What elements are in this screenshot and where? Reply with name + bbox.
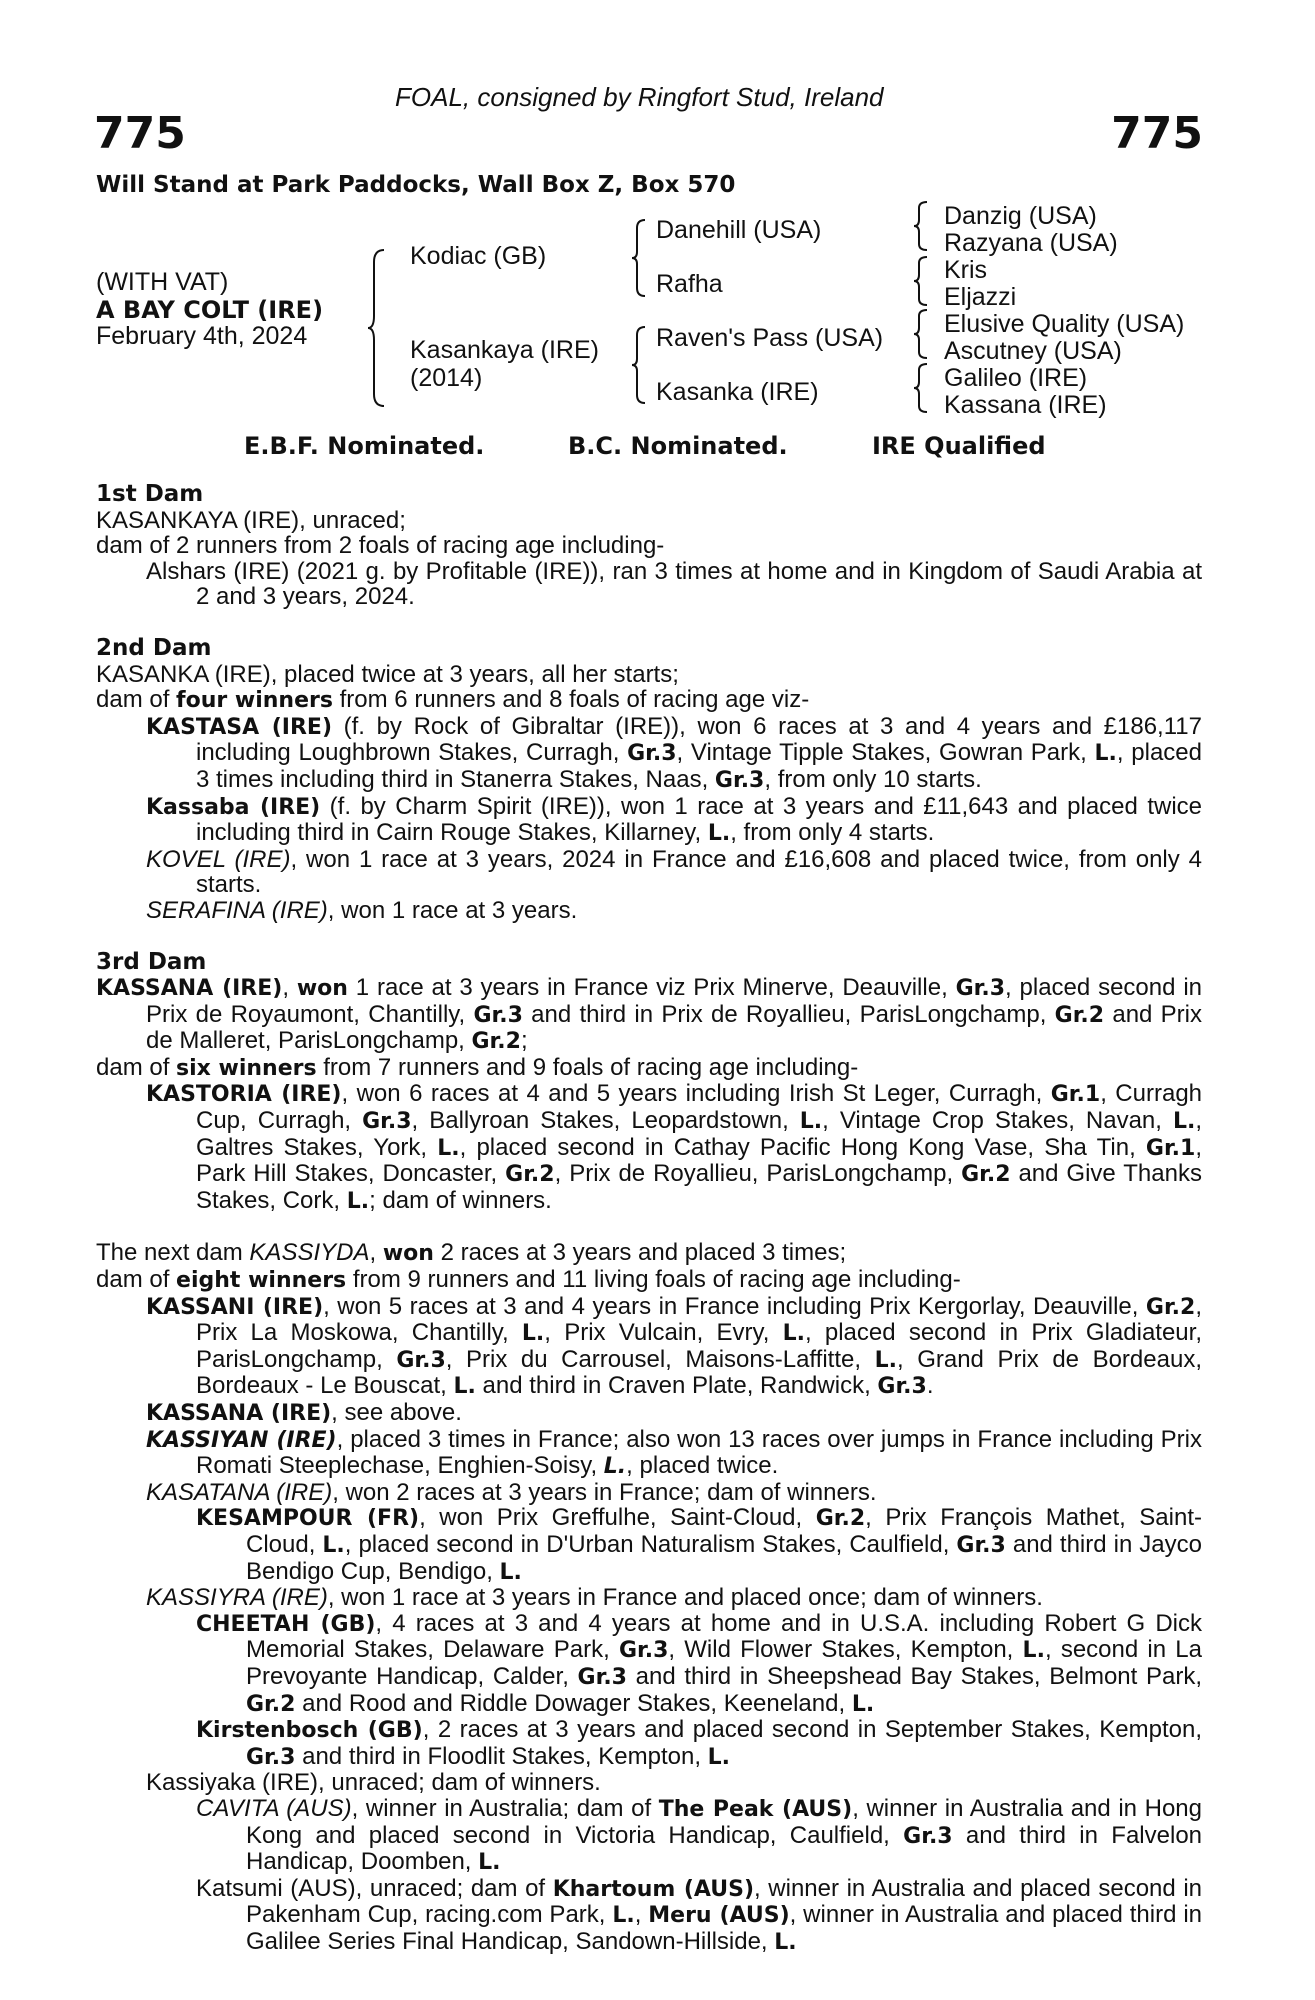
horse-name: A BAY COLT (IRE) <box>96 296 324 324</box>
first-dam-offspring: Alshars (IRE) (2021 g. by Profitable (IRE)), ran 3 times at home and in Kingdom of Saudi Arabia at 2 and 3 years, 2024. <box>146 557 1202 611</box>
second-dam-offspring-serafina: SERAFINA (IRE), won 1 race at 3 years. <box>146 896 578 924</box>
bc-nomination: B.C. Nominated. <box>568 432 788 460</box>
vat-note: (WITH VAT) <box>96 268 229 296</box>
pedigree-ds-sire: Elusive Quality (USA) <box>944 310 1185 338</box>
pedigree-brace-sire <box>630 218 648 298</box>
pedigree-sd-dam: Eljazzi <box>944 283 1017 311</box>
pedigree-ss-sire: Danzig (USA) <box>944 202 1097 230</box>
ire-qualified: IRE Qualified <box>872 432 1046 460</box>
second-dam-offspring-kassaba: Kassaba (IRE) (f. by Charm Spirit (IRE)), won 1 race at 3 years and £11,643 and placed twice including third in Cairn Rouge Stakes, Killarney, L., from only 4 starts. <box>146 792 1203 847</box>
pedigree-brace-dd <box>912 362 930 414</box>
next-dam-line: The next dam KASSIYDA, won 2 races at 3 years and placed 3 times; <box>96 1239 847 1267</box>
next-dam-offspring-kassiyan: KASSIYAN (IRE), placed 3 times in France; also won 13 races over jumps in France including Prix Romati Steeplechase, Enghien-Soisy, L., placed twice. <box>146 1425 1202 1480</box>
second-dam-produce-summary: dam of four winners from 6 runners and 8 foals of racing age viz- <box>96 686 810 714</box>
pedigree-sire-dam: Rafha <box>656 270 723 298</box>
next-dam-offspring-kassiyra: KASSIYRA (IRE), won 1 race at 3 years in France and placed once; dam of winners. <box>146 1584 1043 1612</box>
first-dam-heading: 1st Dam <box>96 481 204 507</box>
pedigree-sd-sire: Kris <box>944 256 988 284</box>
lot-number-left: 775 <box>94 108 186 159</box>
pedigree-brace-sd <box>912 255 930 307</box>
second-dam-offspring-kastasa: KASTASA (IRE) (f. by Rock of Gibraltar (IRE)), won 6 races at 3 and 4 years and £186,117 including Loughbrown Stakes, Curragh, Gr.3, Vintage Tipple Stakes, Gowran Park, L., placed 3 times including third in Stanerra Stakes, Naas, Gr.3, from only 10 starts. <box>146 712 1203 793</box>
pedigree-ss-dam: Razyana (USA) <box>944 229 1118 257</box>
pedigree-brace-ds <box>912 308 930 360</box>
next-dam-produce-summary: dam of eight winners from 9 runners and 11 living foals of racing age including- <box>96 1266 961 1294</box>
stand-location: Will Stand at Park Paddocks, Wall Box Z, Box 570 <box>96 172 736 198</box>
grand-offspring-cheetah: CHEETAH (GB), 4 races at 3 and 4 years at home and in U.S.A. including Robert G Dick Memorial Stakes, Delaware Park, Gr.3, Wild Flower Stakes, Kempton, L., second in La Prevoyante Handicap, Calder, Gr.3 and third in Sheepshead Bay Stakes, Belmont Park, Gr.2 and Rood and Riddle Dowager Stakes, Keeneland, L. <box>196 1609 1203 1717</box>
second-dam-heading: 2nd Dam <box>96 634 212 661</box>
third-dam-offspring-kastoria: KASTORIA (IRE), won 6 races at 4 and 5 years including Irish St Leger, Curragh, Gr.1, Curragh Cup, Curragh, Gr.3, Ballyroan Stakes, Leopardstown, L., Vintage Crop Stakes, Navan, L., Galtres Stakes, York, L., placed second in Cathay Pacific Hong Kong Vase, Sha Tin, Gr.1, Park Hill Stakes, Doncaster, Gr.2, Prix de Royallieu, ParisLongchamp, Gr.2 and Give Thanks Stakes, Cork, L.; dam of winners. <box>146 1080 1203 1214</box>
produce-record <box>96 482 1202 1955</box>
next-dam-offspring-kasatana: KASATANA (IRE), won 2 races at 3 years in France; dam of winners. <box>146 1478 877 1506</box>
consignment-line: FOAL, consigned by Ringfort Stud, Ireland <box>395 82 884 112</box>
first-dam-line: KASANKAYA (IRE), unraced; <box>96 506 406 534</box>
second-dam-line: KASANKA (IRE), placed twice at 3 years, all her starts; <box>96 660 679 688</box>
next-dam-offspring-kassana: KASSANA (IRE), see above. <box>146 1399 462 1426</box>
lot-number-right: 775 <box>1111 108 1203 159</box>
pedigree-brace-main <box>366 248 388 408</box>
third-dam-heading: 3rd Dam <box>96 948 207 975</box>
pedigree-dd-dam: Kassana (IRE) <box>944 391 1107 419</box>
pedigree-brace-ss <box>912 200 930 252</box>
grand-offspring-kesampour: KESAMPOUR (FR), won Prix Greffulhe, Saint-Cloud, Gr.2, Prix François Mathet, Saint-Cloud, L., placed second in D'Urban Naturalism Stakes, Caulfield, Gr.3 and third in Jayco Bendigo Cup, Bendigo, L. <box>196 1504 1202 1585</box>
grand-offspring-kirstenbosch: Kirstenbosch (GB), 2 races at 3 years and placed second in September Stakes, Kempton, Gr.3 and third in Floodlit Stakes, Kempton, L. <box>196 1716 1202 1770</box>
pedigree-dam: Kasankaya (IRE) <box>410 336 599 364</box>
next-dam-offspring-kassani: KASSANI (IRE), won 5 races at 3 and 4 years in France including Prix Kergorlay, Deauville, Gr.2, Prix La Moskowa, Chantilly, L., Prix Vulcain, Evry, L., placed second in Prix Gladiateur, ParisLongchamp, Gr.3, Prix du Carrousel, Maisons-Laffitte, L., Grand Prix de Bordeaux, Bordeaux - Le Bouscat, L. and third in Craven Plate, Randwick, Gr.3. <box>146 1292 1202 1400</box>
pedigree-ds-dam: Ascutney (USA) <box>944 337 1122 365</box>
pedigree-dd-sire: Galileo (IRE) <box>944 364 1088 392</box>
foaling-date: February 4th, 2024 <box>96 322 308 350</box>
pedigree-dam-dam: Kasanka (IRE) <box>656 378 819 406</box>
grand-offspring-katsumi: Katsumi (AUS), unraced; dam of Khartoum (AUS), winner in Australia and placed second in Pakenham Cup, racing.com Park, L., Meru (AUS), winner in Australia and placed third in Galilee Series Final Handicap, Sandown-Hillside, L. <box>196 1874 1203 1955</box>
pedigree-dam-year: (2014) <box>410 364 483 392</box>
pedigree-sire: Kodiac (GB) <box>410 242 547 270</box>
second-dam-offspring-kovel: KOVEL (IRE), won 1 race at 3 years, 2024 in France and £16,608 and placed twice, from only 4 starts. <box>146 845 1202 899</box>
third-dam-produce-summary: dam of six winners from 7 runners and 9 foals of racing age including- <box>96 1053 859 1081</box>
grand-offspring-cavita: CAVITA (AUS), winner in Australia; dam of The Peak (AUS), winner in Australia and in Hong Kong and placed second in Victoria Handicap, Caulfield, Gr.3 and third in Falvelon Handicap, Doomben, L. <box>196 1794 1203 1876</box>
pedigree-brace-dam <box>630 325 648 405</box>
pedigree-sire-sire: Danehill (USA) <box>656 216 822 244</box>
third-dam-line: KASSANA (IRE), won 1 race at 3 years in France viz Prix Minerve, Deauville, Gr.3, placed second in Prix de Royaumont, Chantilly, Gr.3 and third in Prix de Royallieu, ParisLongchamp, Gr.2 and Prix de Malleret, ParisLongchamp, Gr.2; <box>96 974 1202 1055</box>
next-dam-offspring-kassiyaka: Kassiyaka (IRE), unraced; dam of winners. <box>146 1769 601 1797</box>
ebf-nomination: E.B.F. Nominated. <box>244 432 485 460</box>
first-dam-produce-summary: dam of 2 runners from 2 foals of racing age including- <box>96 532 665 560</box>
pedigree-dam-sire: Raven's Pass (USA) <box>656 324 884 352</box>
